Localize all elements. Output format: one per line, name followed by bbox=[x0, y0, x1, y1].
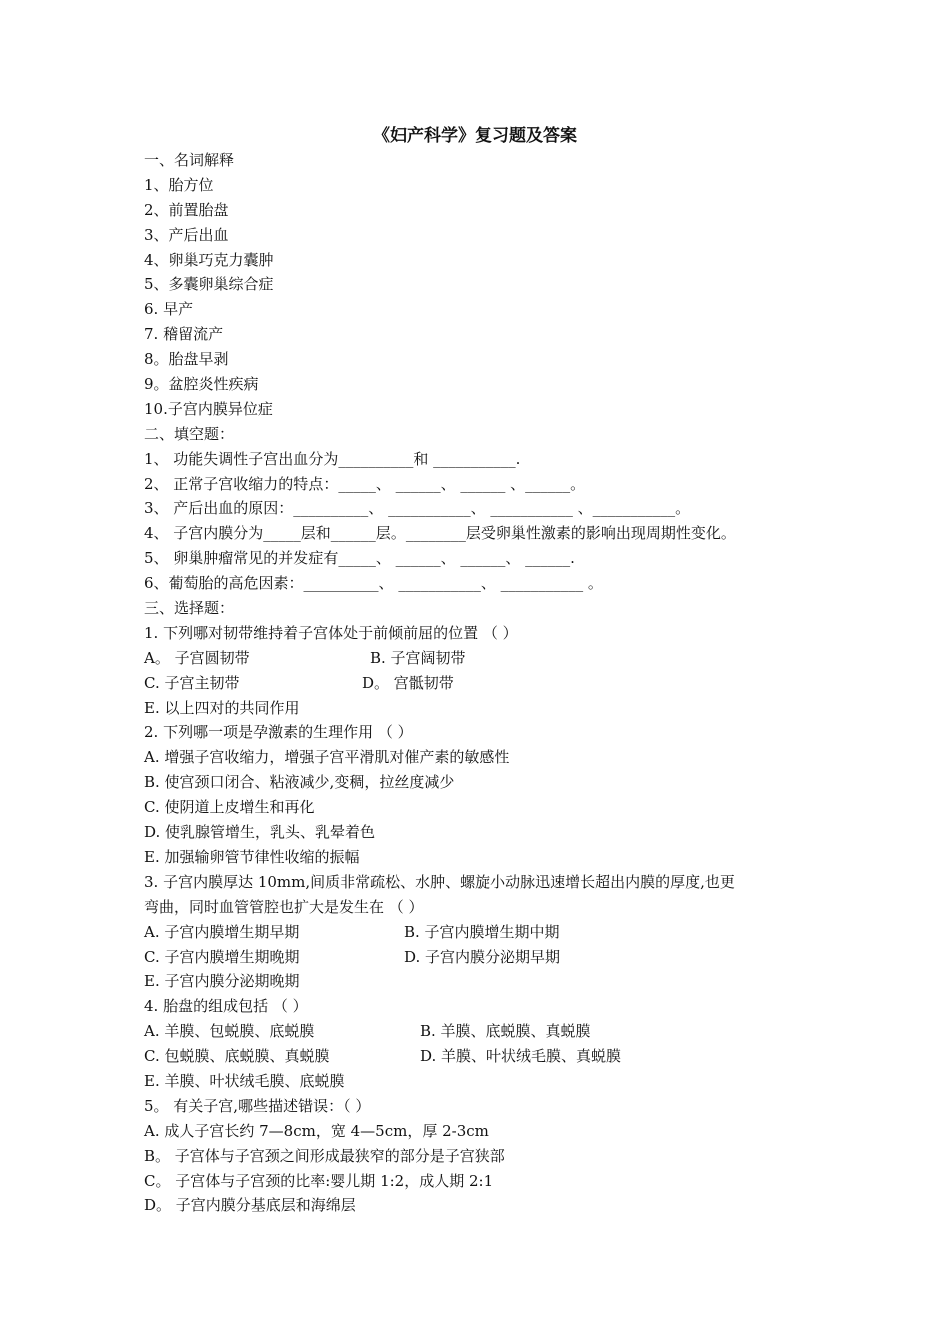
term-item: 2、前置胎盘 bbox=[144, 200, 229, 219]
section-heading: 三、选择题： bbox=[144, 599, 235, 618]
question-stem: 4. 胎盘的组成包括 （ ） bbox=[144, 997, 308, 1016]
option-b: B。 子宫体与子宫颈之间形成最狭窄的部分是子宫狭部 bbox=[144, 1146, 505, 1165]
section-heading: 一、名词解释 bbox=[144, 151, 235, 169]
option-row bbox=[144, 945, 814, 970]
term-item: 7. 稽留流产 bbox=[144, 325, 224, 344]
question-stem: 1. 下列哪对韧带维持着子宫体处于前倾前屈的位置 （ ） bbox=[144, 623, 518, 642]
fill-blank-item: 4、 子宫内膜分为_____层和______层。________层受卵巢性激素的影响出现周期性变化。 bbox=[144, 524, 736, 543]
option-e: E. 加强输卵管节律性收缩的振幅 bbox=[144, 847, 360, 866]
option-a: A。 子宫圆韧带 bbox=[144, 648, 250, 667]
option-row bbox=[144, 646, 814, 671]
option-row bbox=[144, 920, 814, 945]
option-row bbox=[144, 1019, 814, 1044]
option-c: C. 使阴道上皮增生和再化 bbox=[144, 798, 315, 817]
option-d: D. 使乳腺管增生，乳头、乳晕着色 bbox=[144, 823, 376, 842]
option-row bbox=[144, 1044, 814, 1069]
option-a: A. 增强子宫收缩力，增强子宫平滑肌对催产素的敏感性 bbox=[144, 748, 510, 767]
option-e: E. 子宫内膜分泌期晚期 bbox=[144, 972, 300, 991]
option-c: C. 子宫主韧带 bbox=[144, 673, 240, 692]
fill-blank-item: 6、葡萄胎的高危因素：__________、 ___________、 ___________ 。 bbox=[144, 574, 603, 593]
term-item: 3、产后出血 bbox=[144, 225, 229, 244]
term-item: 9。盆腔炎性疾病 bbox=[144, 375, 259, 394]
term-item: 4、卵巢巧克力囊肿 bbox=[144, 250, 274, 269]
option-c: C. 子宫内膜增生期晚期 bbox=[144, 947, 300, 966]
term-item: 6. 早产 bbox=[144, 300, 194, 319]
option-c: C. 包蜕膜、底蜕膜、真蜕膜 bbox=[144, 1047, 330, 1066]
option-d: D. 羊膜、叶状绒毛膜、真蜕膜 bbox=[420, 1047, 622, 1066]
term-item: 1、胎方位 bbox=[144, 175, 214, 194]
option-b: B. 子宫阔韧带 bbox=[370, 648, 466, 667]
question-stem-continued: 弯曲，同时血管管腔也扩大是发生在 （ ） bbox=[144, 897, 424, 916]
question-stem: 5。 有关子宫,哪些描述错误：（ ） bbox=[144, 1096, 371, 1115]
option-row bbox=[144, 671, 814, 696]
section-heading: 二、填空题： bbox=[144, 424, 235, 443]
fill-blank-item: 3、 产后出血的原因：__________、 ___________、 ___________ 、___________。 bbox=[144, 499, 691, 518]
fill-blank-item: 1、 功能失调性子宫出血分为__________和 ___________. bbox=[144, 449, 521, 468]
option-b: B. 子宫内膜增生期中期 bbox=[404, 922, 560, 941]
document-title: 《妇产科学》复习题及答案 bbox=[373, 126, 577, 146]
option-d: D。 宫骶韧带 bbox=[362, 673, 454, 692]
option-a: A. 成人子宫长约 7—8cm，宽 4—5cm，厚 2-3cm bbox=[144, 1121, 489, 1140]
question-stem: 2. 下列哪一项是孕激素的生理作用 （ ） bbox=[144, 723, 413, 742]
option-c: C。 子宫体与子宫颈的比率:婴儿期 1:2，成人期 2:1 bbox=[144, 1171, 494, 1190]
option-a: A. 子宫内膜增生期早期 bbox=[144, 922, 300, 941]
option-e: E. 羊膜、叶状绒毛膜、底蜕膜 bbox=[144, 1071, 345, 1090]
option-d: D。 子宫内膜分基底层和海绵层 bbox=[144, 1196, 356, 1215]
question-stem: 3. 子宫内膜厚达 10mm,间质非常疏松、水肿、螺旋小动脉迅速增长超出内膜的厚度,也更 bbox=[144, 872, 735, 891]
term-item: 10.子宫内膜异位症 bbox=[144, 399, 273, 418]
option-a: A. 羊膜、包蜕膜、底蜕膜 bbox=[144, 1022, 315, 1041]
option-b: B. 使宫颈口闭合、粘液减少,变稠，拉丝度减少 bbox=[144, 773, 455, 792]
fill-blank-item: 5、 卵巢肿瘤常见的并发症有_____、 ______、 ______、 ______. bbox=[144, 549, 575, 568]
option-e: E. 以上四对的共同作用 bbox=[144, 698, 300, 717]
fill-blank-item: 2、 正常子宫收缩力的特点：_____、 ______、 ______ 、______。 bbox=[144, 474, 586, 493]
document-body bbox=[144, 148, 814, 1218]
term-item: 8。胎盘早剥 bbox=[144, 350, 229, 369]
option-b: B. 羊膜、底蜕膜、真蜕膜 bbox=[420, 1022, 591, 1041]
term-item: 5、多囊卵巢综合症 bbox=[144, 275, 274, 294]
option-d: D. 子宫内膜分泌期早期 bbox=[404, 947, 561, 966]
